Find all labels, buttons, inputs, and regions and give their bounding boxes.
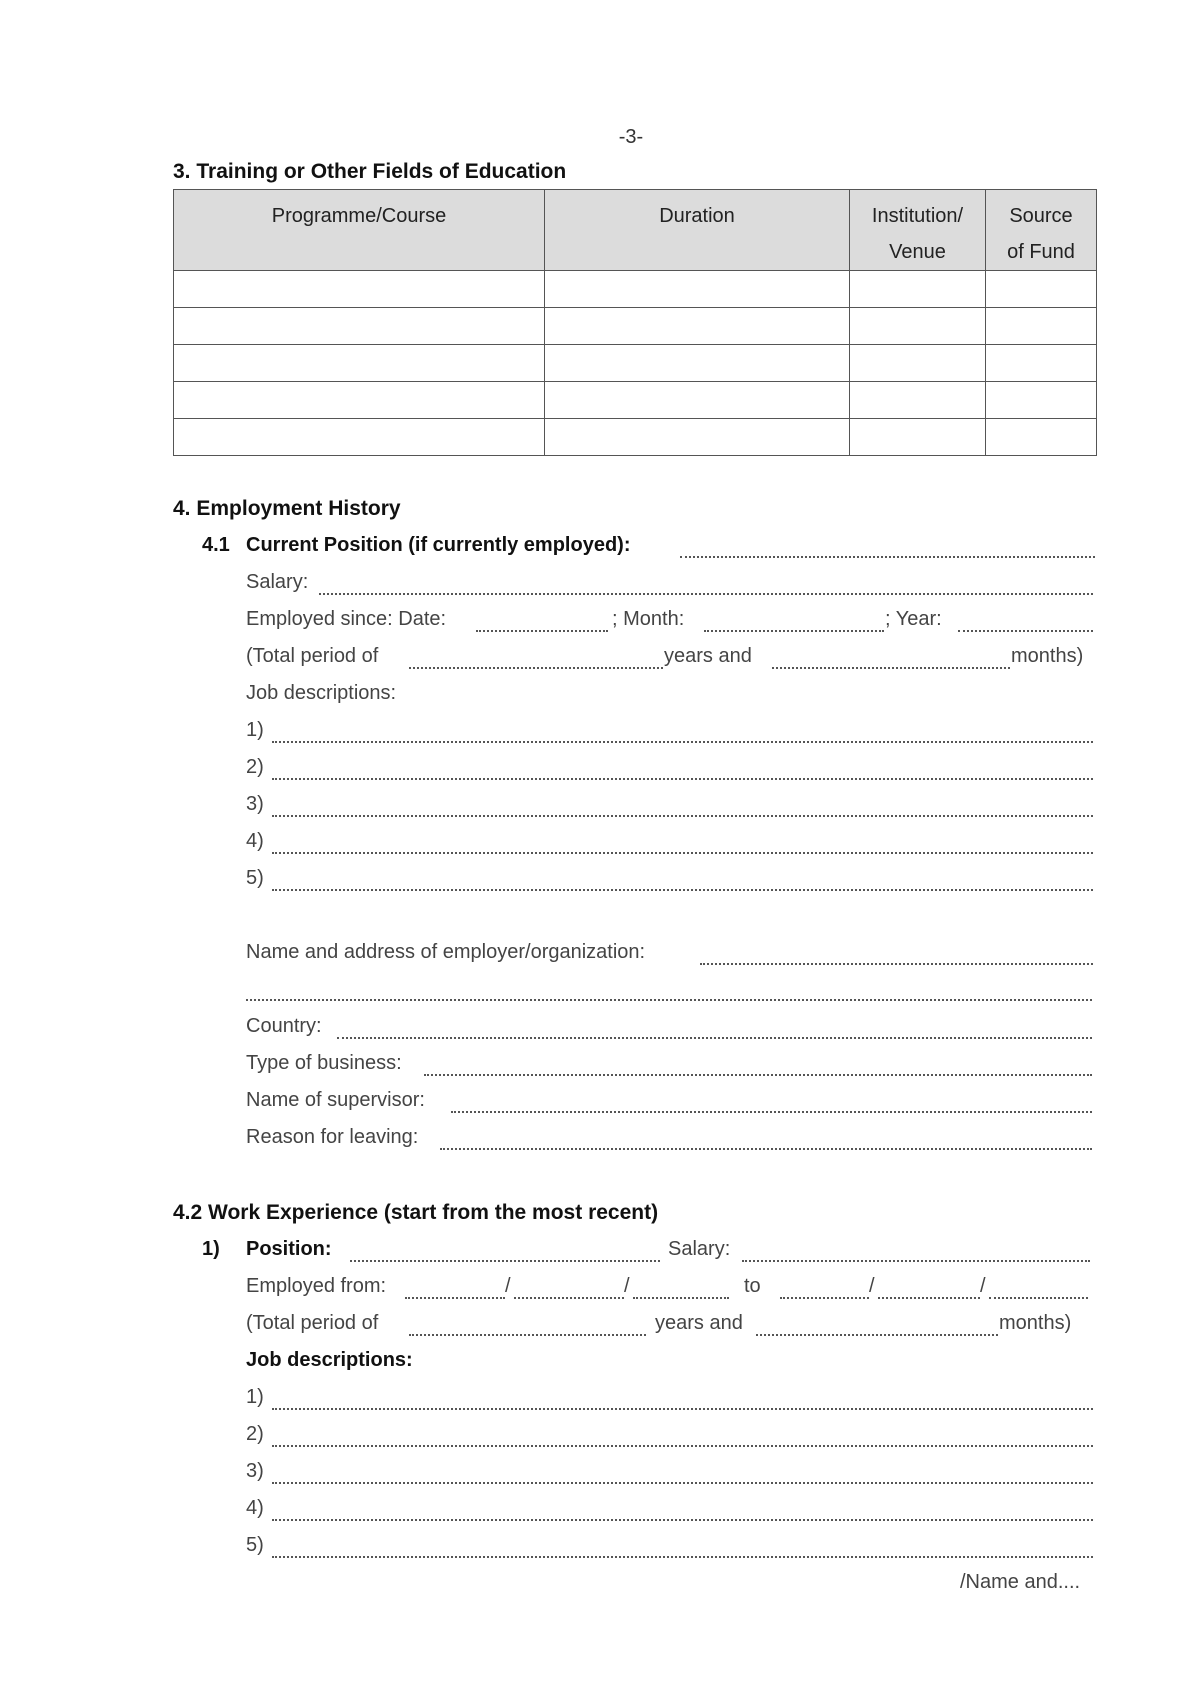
- job-item-number: 5): [246, 867, 264, 889]
- total-period-label: (Total period of: [246, 1312, 379, 1334]
- table-cell[interactable]: [850, 271, 986, 308]
- job-item-number: 5): [246, 1534, 264, 1556]
- supervisor-field[interactable]: [451, 1111, 1092, 1113]
- employed-date-field[interactable]: [476, 630, 608, 632]
- employer-label: Name and address of employer/organization:: [246, 941, 646, 963]
- employed-year-field[interactable]: [958, 630, 1093, 632]
- table-cell[interactable]: [850, 382, 986, 419]
- table-row: [174, 271, 1097, 308]
- job-description-field[interactable]: [272, 1556, 1093, 1558]
- job-item-number: 2): [246, 756, 264, 778]
- table-cell[interactable]: [545, 382, 850, 419]
- months-label: months): [1011, 645, 1084, 667]
- salary-label: Salary:: [668, 1238, 731, 1260]
- job-description-field[interactable]: [272, 1445, 1093, 1447]
- total-months-field[interactable]: [772, 667, 1010, 669]
- years-and-label: years and: [664, 645, 752, 667]
- job-description-field[interactable]: [272, 1408, 1093, 1410]
- table-cell[interactable]: [545, 308, 850, 345]
- salary-field[interactable]: [742, 1260, 1090, 1262]
- s41-number: 4.1: [202, 534, 230, 556]
- job-description-field[interactable]: [272, 815, 1093, 817]
- job-description-field[interactable]: [272, 741, 1093, 743]
- table-cell[interactable]: [174, 308, 545, 345]
- total-months-field[interactable]: [756, 1334, 998, 1336]
- table-row: [174, 382, 1097, 419]
- job-description-field[interactable]: [272, 778, 1093, 780]
- section3-heading: 3. Training or Other Fields of Education: [173, 160, 567, 183]
- to-month-field[interactable]: [878, 1297, 980, 1299]
- years-and-label: years and: [655, 1312, 743, 1334]
- job-item-number: 1): [246, 719, 264, 741]
- total-years-field[interactable]: [409, 667, 663, 669]
- table-cell[interactable]: [545, 345, 850, 382]
- table-row: [174, 345, 1097, 382]
- to-day-field[interactable]: [780, 1297, 869, 1299]
- reason-for-leaving-field[interactable]: [440, 1148, 1092, 1150]
- date-separator: /: [869, 1275, 875, 1297]
- table-cell[interactable]: [986, 271, 1097, 308]
- table-cell[interactable]: [986, 382, 1097, 419]
- table-row: [174, 419, 1097, 456]
- table-cell[interactable]: [850, 419, 986, 456]
- employed-from-label: Employed from:: [246, 1275, 387, 1297]
- business-type-label: Type of business:: [246, 1052, 402, 1074]
- employer-field[interactable]: [700, 963, 1093, 965]
- employed-month-field[interactable]: [704, 630, 884, 632]
- job-item-number: 4): [246, 1497, 264, 1519]
- reason-for-leaving-label: Reason for leaving:: [246, 1126, 419, 1148]
- job-item-number: 3): [246, 793, 264, 815]
- job-description-field[interactable]: [272, 889, 1093, 891]
- entry-number: 1): [202, 1238, 220, 1260]
- training-table: [173, 189, 1097, 456]
- country-field[interactable]: [337, 1037, 1092, 1039]
- table-cell[interactable]: [850, 345, 986, 382]
- job-description-field[interactable]: [272, 1519, 1093, 1521]
- table-cell[interactable]: [174, 419, 545, 456]
- table-cell[interactable]: [850, 308, 986, 345]
- from-year-field[interactable]: [633, 1297, 729, 1299]
- date-separator: /: [505, 1275, 511, 1297]
- employed-since-label: Employed since: Date:: [246, 608, 447, 630]
- date-separator: /: [624, 1275, 630, 1297]
- s41-title: Current Position (if currently employed):: [246, 534, 631, 556]
- training-table-header: [174, 190, 1097, 271]
- job-item-number: 4): [246, 830, 264, 852]
- table-cell[interactable]: [545, 271, 850, 308]
- supervisor-label: Name of supervisor:: [246, 1089, 425, 1111]
- table-cell[interactable]: [986, 345, 1097, 382]
- month-label: ; Month:: [612, 608, 685, 630]
- table-cell[interactable]: [174, 271, 545, 308]
- table-cell[interactable]: [545, 419, 850, 456]
- col-programme-course: Programme/Course: [174, 190, 545, 271]
- position-field[interactable]: [350, 1260, 660, 1262]
- salary-field[interactable]: [319, 593, 1093, 595]
- job-descriptions-label: Job descriptions:: [246, 682, 397, 704]
- total-years-field[interactable]: [409, 1334, 646, 1336]
- year-label: ; Year:: [885, 608, 942, 630]
- col-institution-venue: Institution/ Venue: [850, 190, 986, 271]
- country-label: Country:: [246, 1015, 322, 1037]
- total-period-label: (Total period of: [246, 645, 379, 667]
- table-cell[interactable]: [986, 419, 1097, 456]
- current-position-field[interactable]: [680, 556, 1095, 558]
- to-label: to: [744, 1275, 761, 1297]
- employer-address-field[interactable]: [246, 999, 1092, 1001]
- position-label: Position:: [246, 1238, 332, 1260]
- table-cell[interactable]: [174, 345, 545, 382]
- col-source-of-fund: Source of Fund: [986, 190, 1097, 271]
- s42-heading: 4.2 Work Experience (start from the most recent): [173, 1201, 659, 1224]
- job-item-number: 1): [246, 1386, 264, 1408]
- business-type-field[interactable]: [424, 1074, 1092, 1076]
- table-row: [174, 308, 1097, 345]
- months-label: months): [999, 1312, 1072, 1334]
- from-day-field[interactable]: [405, 1297, 505, 1299]
- job-item-number: 3): [246, 1460, 264, 1482]
- date-separator: /: [980, 1275, 986, 1297]
- from-month-field[interactable]: [514, 1297, 624, 1299]
- job-item-number: 2): [246, 1423, 264, 1445]
- table-cell[interactable]: [986, 308, 1097, 345]
- page-number: -3-: [618, 126, 644, 148]
- salary-label: Salary:: [246, 571, 309, 593]
- to-year-field[interactable]: [989, 1297, 1088, 1299]
- table-cell[interactable]: [174, 382, 545, 419]
- col-duration: Duration: [545, 190, 850, 271]
- job-descriptions-label: Job descriptions:: [246, 1349, 413, 1371]
- job-description-field[interactable]: [272, 852, 1093, 854]
- section4-heading: 4. Employment History: [173, 497, 401, 520]
- job-description-field[interactable]: [272, 1482, 1093, 1484]
- continuation-note: /Name and....: [960, 1571, 1081, 1593]
